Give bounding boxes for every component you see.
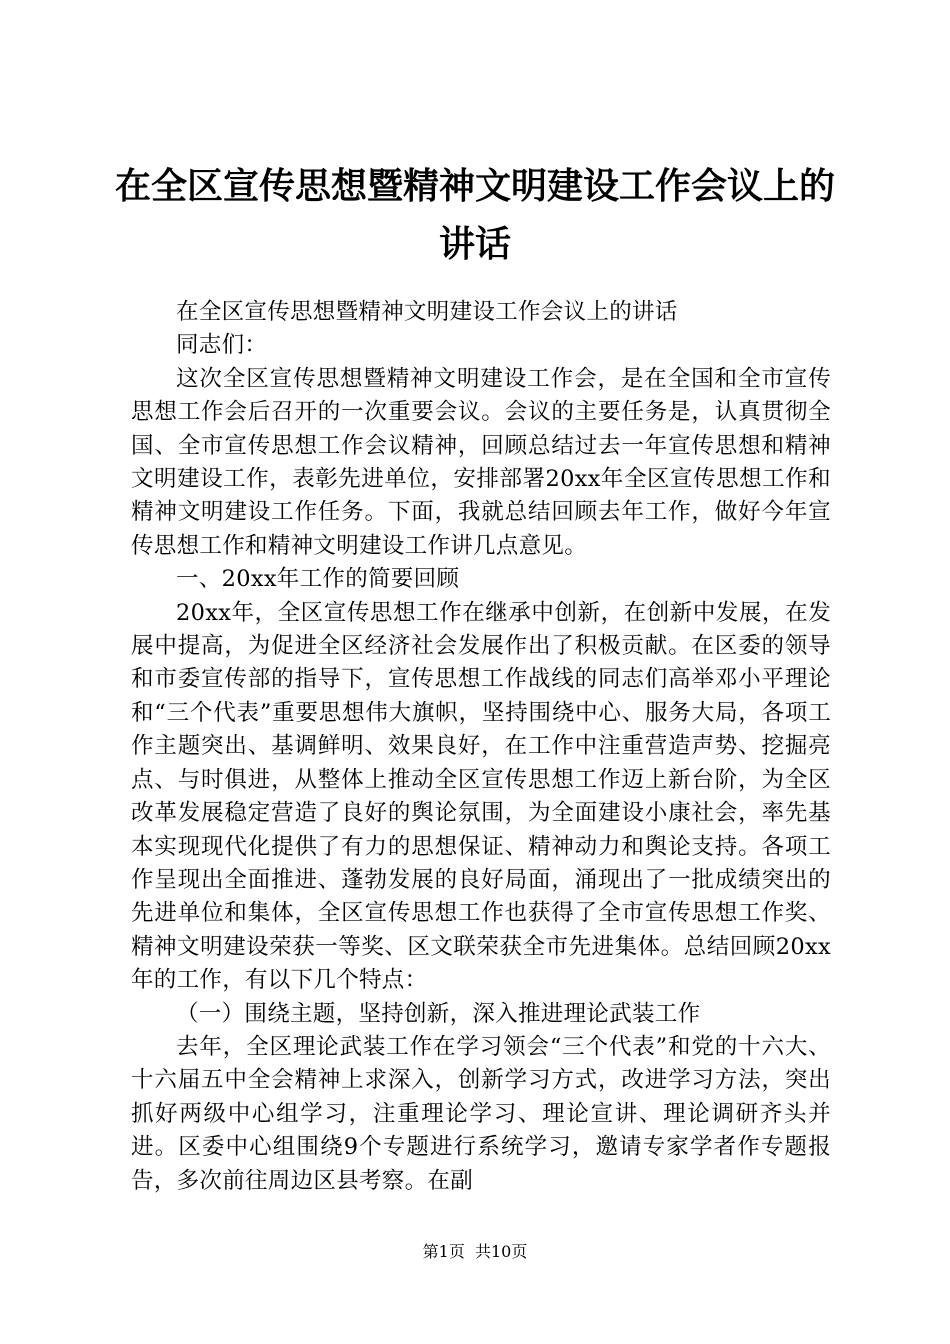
title-line-2: 讲话 (438, 224, 511, 265)
title-line-1: 在全区宣传思想暨精神文明建设工作会议上的 (114, 166, 835, 207)
paragraph: 20xx年，全区宣传思想工作在继承中创新，在创新中发展，在发展中提高，为促进全区经济社会发展作出了积极贡献。在区委的领导和市委宣传部的指导下，宣传思想工作战线的同志们高举邓小平理论和“三个代表”重要思想伟大旗帜，坚持围绕中心、服务大局，各项工作主题突出、基调鲜明、效果良好，在工作中注重营造声势、挖掘亮点、与时俱进，从整体上推动全区宣传思想工作迈上新台阶，为全区改革发展稳定营造了良好的舆论氛围，为全面建设小康社会，率先基本实现现代化提供了有力的思想保证、精神动力和舆论支持。各项工作呈现出全面推进、蓬勃发展的良好局面，涌现出了一批成绩突出的先进单位和集体，全区宣传思想工作也获得了全市宣传思想工作奖、精神文明建设荣获一等奖、区文联荣获全市先进集体。总结回顾20xx年的工作，有以下几个特点： (131, 599, 831, 994)
paragraph: 这次全区宣传思想暨精神文明建设工作会，是在全国和全市宣传思想工作会后召开的一次重要会议。会议的主要任务是，认真贯彻全国、全市宣传思想工作会议精神，回顾总结过去一年宣传思想和精神文明建设工作，表彰先进单位，安排部署20xx年全区宣传思想工作和精神文明建设工作任务。下面，我就总结回顾去年工作，做好今年宣传思想工作和精神文明建设工作讲几点意见。 (131, 365, 831, 559)
document-title (0, 158, 950, 274)
paragraph-salutation: 同志们： (176, 332, 268, 359)
page-number: 第1页 共10页 (422, 1242, 528, 1261)
section-heading: 一、20xx年工作的简要回顾 (176, 566, 460, 593)
document-body (131, 296, 831, 1198)
paragraph-subtitle: 在全区宣传思想暨精神文明建设工作会议上的讲话 (176, 299, 678, 325)
subsection-heading: （一）围绕主题，坚持创新，深入推进理论武装工作 (176, 1000, 701, 1027)
page-footer (0, 1241, 950, 1263)
paragraph: 去年，全区理论武装工作在学习领会“三个代表”和党的十六大、十六届五中全会精神上求深入，创新学习方式，改进学习方法，突出抓好两级中心组学习，注重理论学习、理论宣讲、理论调研齐头并进。区委中心组围绕9个专题进行系统学习，邀请专家学者作专题报告，多次前往周边区县考察。在副 (131, 1033, 831, 1194)
